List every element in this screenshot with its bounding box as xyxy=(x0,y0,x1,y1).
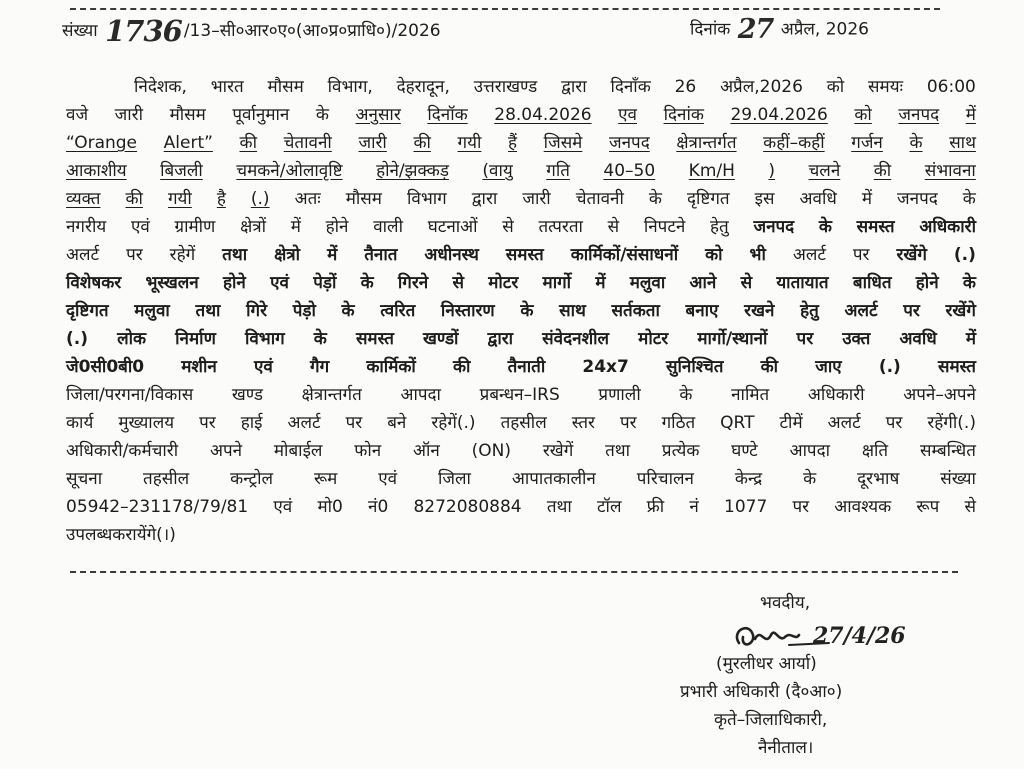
body-line: जे0सी0बी0 मशीन एवं गैग कार्मिकों की तैनाती 24x7 सुनिश्चित की जाए (.) समस्त xyxy=(66,357,976,377)
on-behalf-of: कृते–जिलाधिकारी, xyxy=(714,710,828,730)
top-divider xyxy=(70,8,940,10)
body-line: दृष्टिगत मलुवा तथा गिरे पेड़ो के त्वरित निस्तारण के साथ सर्तकता बनाए रखने हेतु अलर्ट पर रखेंगे xyxy=(66,301,976,321)
body-line: आकाशीय बिजली चमकने/ओलावृष्टि होने/झक्कड़ (वायु गति 40–50 Km/H ) चलने की संभावना xyxy=(66,161,976,181)
body-line: व्यक्त की गयी है (.) अतः मौसम विभाग द्वारा जारी चेतावनी के दृष्टिगत इस अवधि में जनपद के xyxy=(66,189,976,209)
body-line: सूचना तहसील कन्ट्रोल रूम एवं जिला आपातकालीन परिचालन केन्द्र के दूरभाष संख्या xyxy=(66,469,976,489)
reference-handwritten-number: 1736 xyxy=(105,14,182,48)
body-line: जिला/परगना/विकास खण्ड क्षेत्रान्तर्गत आपदा प्रबन्धन–IRS प्रणाली के नामित अधिकारी अपने–अपने xyxy=(66,385,976,405)
body-line: अलर्ट पर रहेगें तथा क्षेत्रो में तैनात अधीनस्थ समस्त कार्मिकों/संसाधनों को भी अलर्ट पर रखेंगे (.) xyxy=(66,245,976,265)
reference-number xyxy=(62,14,441,48)
date-prefix: दिनांक xyxy=(690,19,731,40)
body-line: विशेषकर भूस्खलन होने एवं पेड़ों के गिरने से मोटर मार्गो में मलुवा आने से यातायात बाधित होने के xyxy=(66,273,976,293)
signatory-designation: प्रभारी अधिकारी (दै०आ०) xyxy=(680,682,843,702)
body-line: “Orange Alert” की चेतावनी जारी की गयी हैं जिसमे जनपद क्षेत्रान्तर्गत कहीं–कहीं गर्जन के साथ xyxy=(66,133,976,153)
body-line: (.) लोक निर्माण विभाग के समस्त खण्डों द्वारा संवेदनशील मोटर मार्गो/स्थानों पर उक्त अवधि में xyxy=(66,329,976,349)
body-line: नगरीय एवं ग्रामीण क्षेत्रों में होने वाली घटनाओं से तत्परता से निपटने हेतु जनपद के समस्त अधिकारी xyxy=(66,217,976,237)
date-suffix: अप्रैल, 2026 xyxy=(780,19,869,40)
body-line: निदेशक, भारत मौसम विभाग, देहरादून, उत्तराखण्ड द्वारा दिनाँक 26 अप्रैल,2026 को समयः 06:00 xyxy=(134,77,976,97)
reference-suffix: /13–सी०आर०ए०(आ०प्र०प्राधि०)/2026 xyxy=(183,21,441,41)
date-handwritten-day: 27 xyxy=(737,14,774,45)
reference-prefix: संख्या xyxy=(62,21,98,41)
closing-salutation: भवदीय, xyxy=(760,593,811,613)
body-line: अधिकारी/कर्मचारी अपने मोबाईल फोन ऑन (ON) रखेगें तथा प्रत्येक घण्टे आपदा क्षति सम्बन्धित xyxy=(66,441,976,461)
signatory-name: (मुरलीधर आर्या) xyxy=(716,654,817,674)
body-line: वजे जारी मौसम पूर्वानुमान के अनुसार दिनॉक 28.04.2026 एव दिनांक 29.04.2026 को जनपद में xyxy=(66,105,976,125)
body-line: उपलब्ध करायेंगे (।) xyxy=(66,525,176,545)
district-name: नैनीताल। xyxy=(758,738,814,758)
signature-date: 27/4/26 xyxy=(813,623,906,649)
body-divider xyxy=(70,571,958,573)
body-line: 05942–231178/79/81 एवं मो0 नं0 8272080884 तथा टॉल फ्री नं 1077 पर आवश्यक रूप से xyxy=(66,497,976,517)
letter-body xyxy=(66,73,976,549)
body-line: कार्य मुख्यालय पर हाई अलर्ट पर बने रहेगें(.) तहसील स्तर पर गठित QRT टीमें अलर्ट पर रहेंगी(.) xyxy=(66,413,976,433)
letter-date xyxy=(690,14,869,45)
